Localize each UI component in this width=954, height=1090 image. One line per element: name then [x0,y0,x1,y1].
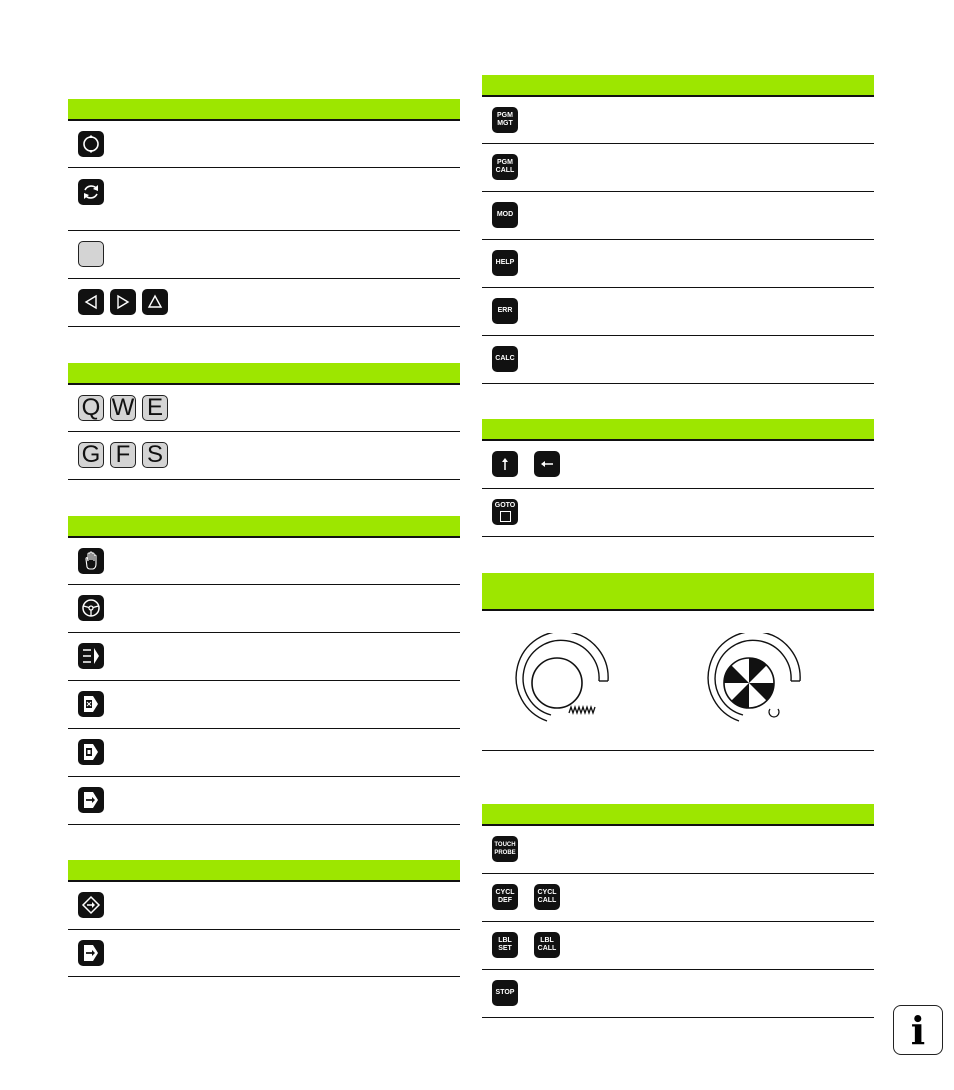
key-g[interactable]: G [78,442,104,468]
program-run-single-block-mode-icon[interactable] [78,691,104,717]
cycles-subprograms-section [482,804,874,1018]
pgm-call-button[interactable]: PGM CALL [492,154,518,180]
table-row [68,633,460,681]
key-f[interactable]: F [110,442,136,468]
key-e[interactable]: E [142,395,168,421]
arrow-left-key-icon[interactable] [534,451,560,477]
table-row [482,336,874,384]
table-row [68,585,460,633]
section-header [482,75,874,97]
section-header [68,516,460,538]
err-button[interactable]: ERR [492,298,518,324]
table-row [482,441,874,489]
cycl-def-button[interactable]: CYCL DEF [492,884,518,910]
lbl-set-button[interactable]: LBL SET [492,932,518,958]
table-row [68,121,460,168]
program-run-single-block-icon[interactable] [78,131,104,157]
pgm-mgt-button[interactable]: PGM MGT [492,107,518,133]
key-s[interactable]: S [142,442,168,468]
table-row [68,231,460,279]
machine-operating-modes-section [68,516,460,825]
touch-probe-button[interactable]: TOUCH PROBE [492,836,518,862]
table-row [68,279,460,327]
programming-editing-icon[interactable] [78,892,104,918]
spindle-speed-override-knob-icon[interactable] [699,633,809,733]
table-row [68,777,460,825]
table-row [482,240,874,288]
goto-button[interactable]: GOTO [492,499,518,525]
table-row [68,432,460,480]
triangle-up-key-icon[interactable] [142,289,168,315]
axis-and-function-keys-section [68,363,460,480]
table-row [482,922,874,970]
override-knobs-section [482,573,874,751]
table-row [482,611,874,751]
table-row [68,729,460,777]
blank-machine-key-icon[interactable] [78,241,104,267]
table-row [68,168,460,231]
key-q[interactable]: Q [78,395,104,421]
table-row [482,192,874,240]
feed-rate-override-knob-icon[interactable] [507,633,617,733]
table-row [68,882,460,930]
table-row [482,874,874,922]
key-w[interactable]: W [111,395,135,421]
section-header [68,99,460,121]
section-header [68,860,460,882]
goto-box-icon [500,511,511,522]
table-row [482,489,874,537]
programming-modes-section [68,860,460,977]
table-row [482,144,874,192]
program-run-keys-section [68,99,460,327]
table-row [68,681,460,729]
stop-button[interactable]: STOP [492,980,518,1006]
navigation-keys-section [482,419,874,537]
arrow-up-key-icon[interactable] [492,451,518,477]
table-row [68,930,460,977]
section-header [482,573,874,611]
help-button[interactable]: HELP [492,250,518,276]
lbl-call-button[interactable]: LBL CALL [534,932,560,958]
cycl-call-button[interactable]: CYCL CALL [534,884,560,910]
section-header [482,804,874,826]
table-row [482,970,874,1018]
arrow-right-key-icon[interactable] [110,289,136,315]
table-row [482,826,874,874]
test-run-icon[interactable] [78,940,104,966]
positioning-mdi-icon[interactable] [78,643,104,669]
info-icon: i [893,1005,943,1055]
program-run-full-sequence-mode-icon[interactable] [78,739,104,765]
section-header [68,363,460,385]
program-run-full-sequence-icon[interactable] [78,179,104,205]
manual-operation-hand-icon[interactable] [78,548,104,574]
electronic-handwheel-icon[interactable] [78,595,104,621]
table-row [482,288,874,336]
program-run-arrow-mode-icon[interactable] [78,787,104,813]
table-row [482,97,874,144]
calc-button[interactable]: CALC [492,346,518,372]
table-row [68,538,460,585]
program-management-section [482,75,874,384]
mod-button[interactable]: MOD [492,202,518,228]
table-row [68,385,460,432]
section-header [482,419,874,441]
arrow-left-key-icon[interactable] [78,289,104,315]
